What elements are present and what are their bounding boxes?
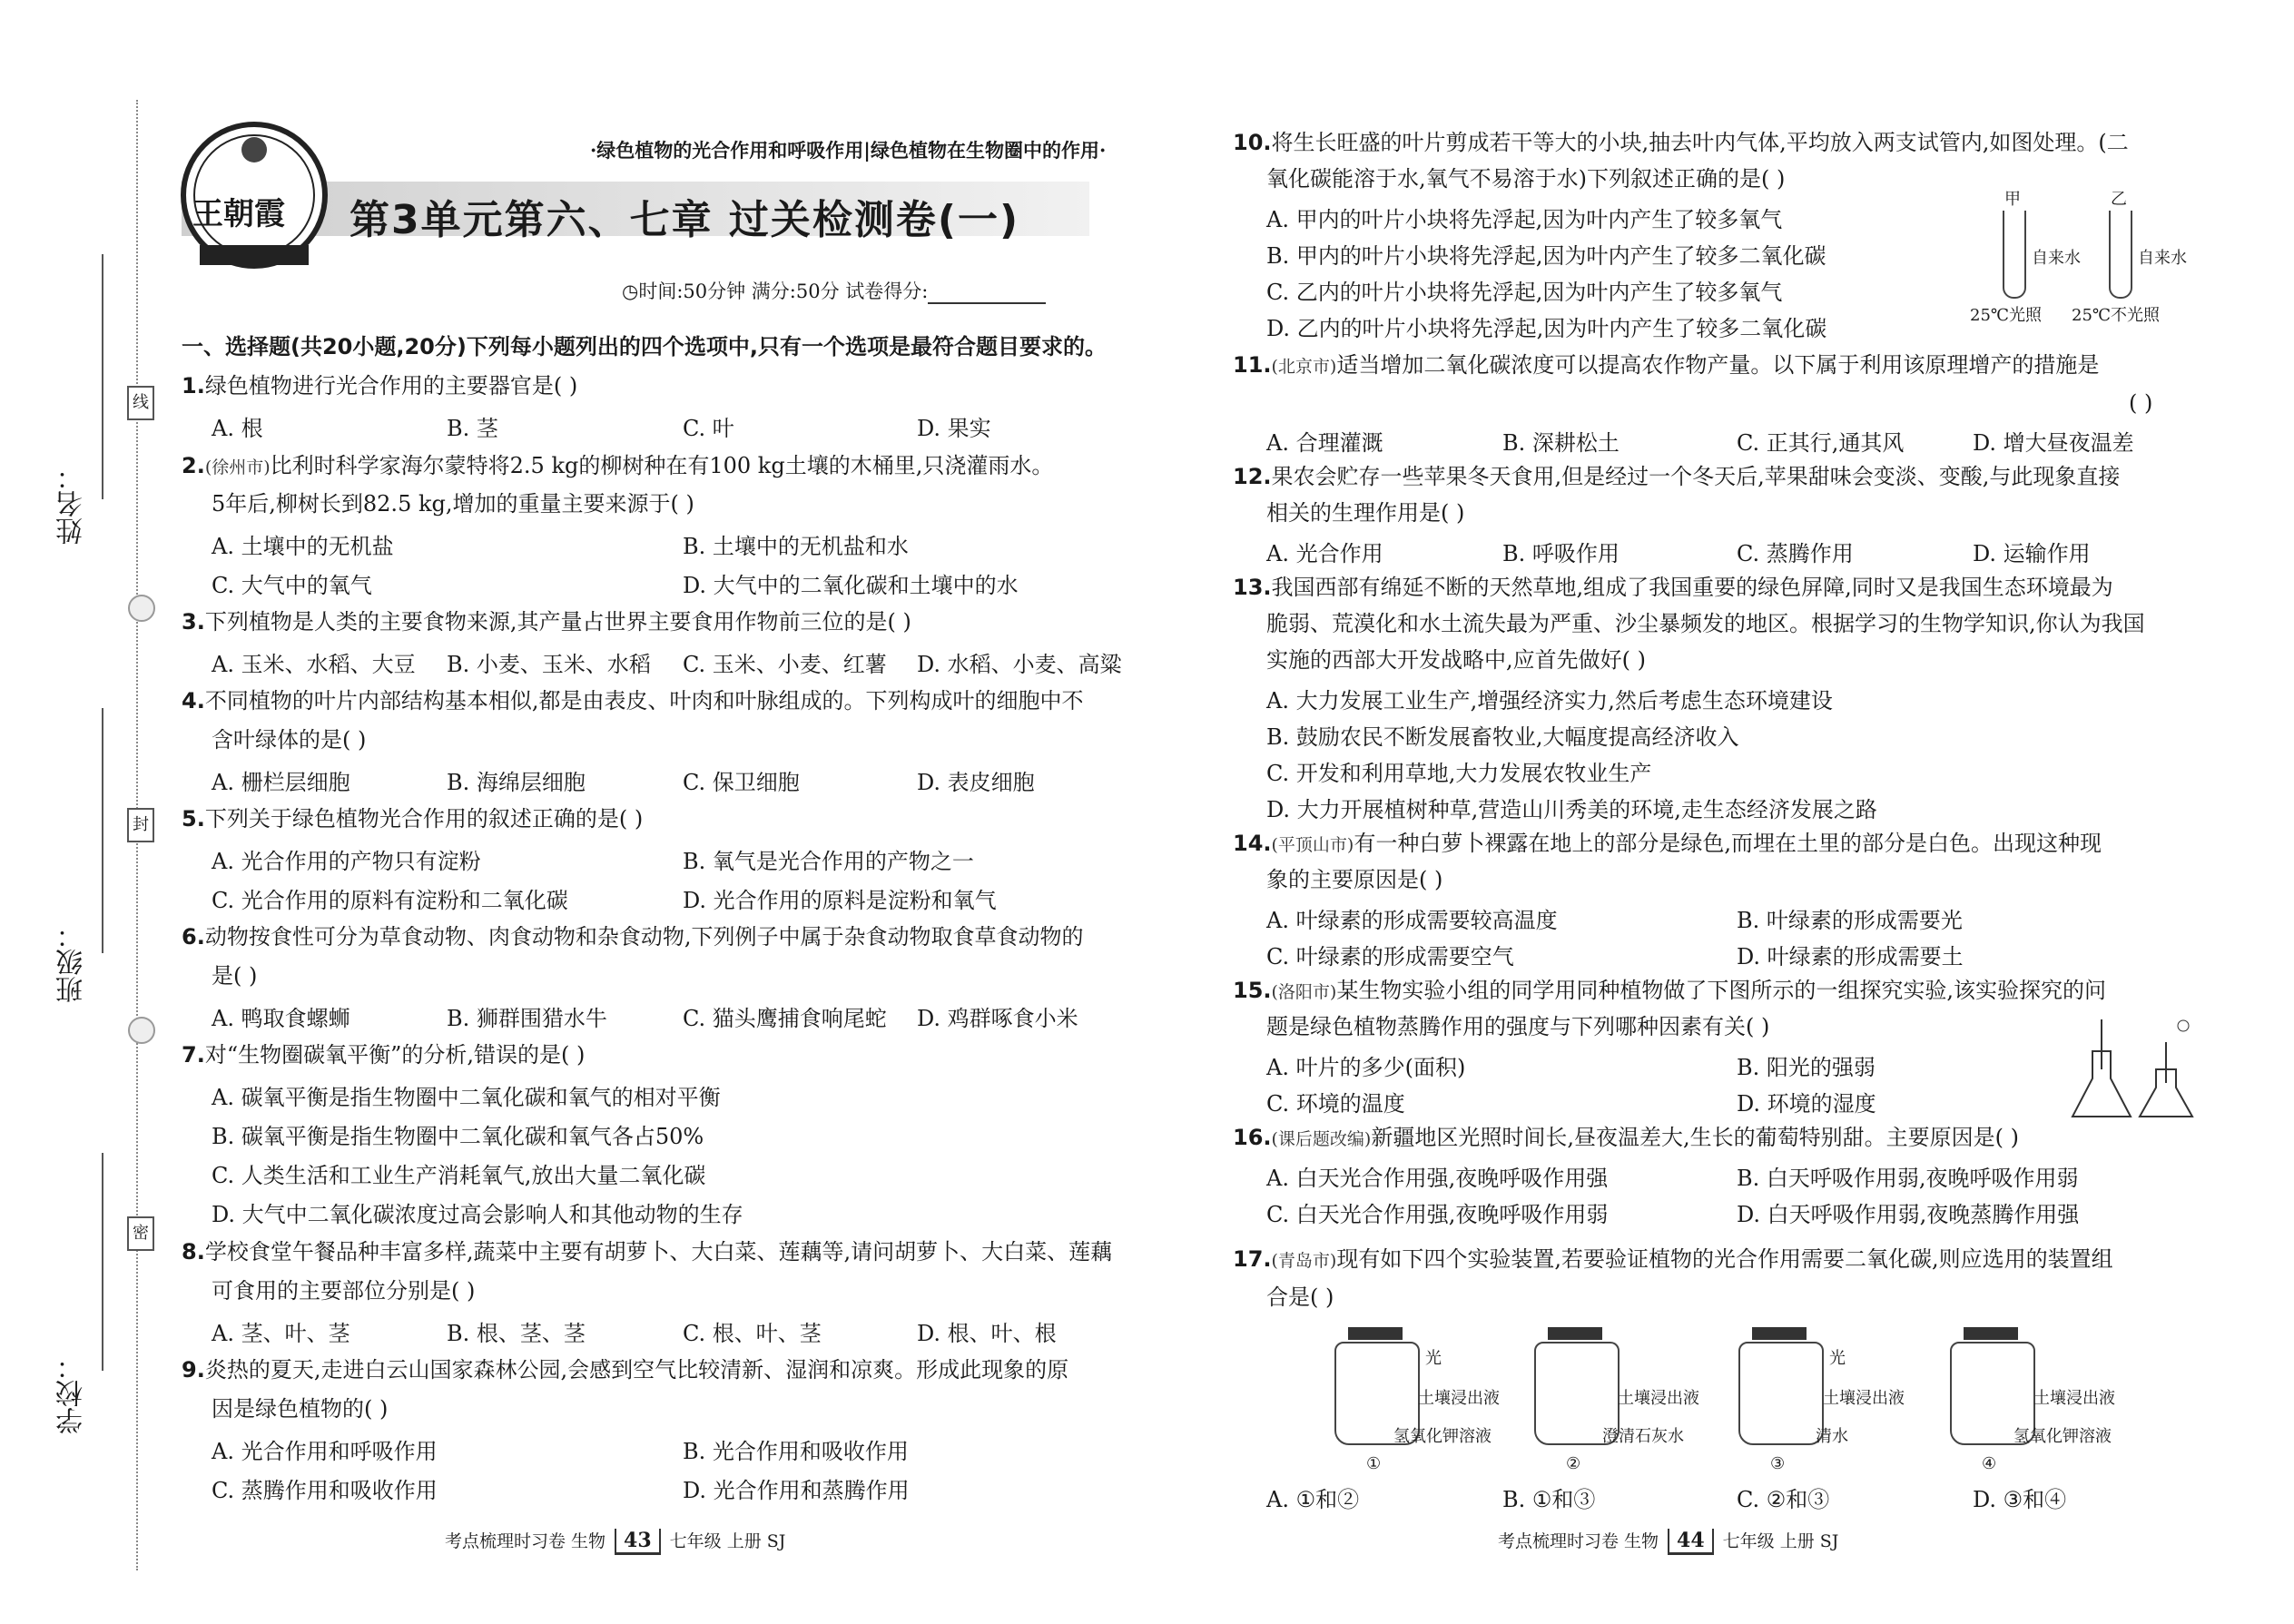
jar-3-liquid: 清水	[1816, 1427, 1848, 1446]
question-14-line2: 象的主要原因是( )	[1266, 867, 1443, 892]
question-13: 13.我国西部有绵延不断的天然草地,组成了我国重要的绿色屏障,同时又是我国生态环境最为	[1233, 575, 2113, 600]
q6-option-b[interactable]: B. 狮群围猎水牛	[447, 1006, 607, 1031]
jar-4-cap	[1964, 1327, 2018, 1340]
figure-flasks-icon	[2065, 1015, 2201, 1122]
page-number-right: 44	[1668, 1529, 1714, 1555]
q2-option-a[interactable]: A. 土壤中的无机盐	[212, 534, 394, 559]
q9-option-b[interactable]: B. 光合作用和吸收作用	[683, 1439, 909, 1464]
question-1: 1.绿色植物进行光合作用的主要器官是( )	[182, 373, 578, 399]
q9-option-d[interactable]: D. 光合作用和蒸腾作用	[683, 1478, 910, 1503]
q2-option-c[interactable]: C. 大气中的氧气	[212, 573, 372, 598]
q3-option-c[interactable]: C. 玉米、小麦、红薯	[683, 652, 887, 677]
jar-2-liquid: 澄清石灰水	[1602, 1427, 1684, 1446]
q15-option-b[interactable]: B. 阳光的强弱	[1737, 1055, 1876, 1080]
binding-ring-icon	[128, 1017, 155, 1044]
tube-a-label: 甲	[2004, 190, 2021, 209]
q7-option-c[interactable]: C. 人类生活和工业生产消耗氧气,放出大量二氧化碳	[212, 1163, 706, 1188]
question-8-line2: 可食用的主要部位分别是( )	[212, 1278, 476, 1304]
page-number-left: 43	[615, 1529, 661, 1555]
q16-option-a[interactable]: A. 白天光合作用强,夜晚呼吸作用强	[1266, 1166, 1609, 1191]
jar-3	[1738, 1342, 1824, 1445]
q13-option-b[interactable]: B. 鼓励农民不断发展畜牧业,大幅度提高经济收入	[1266, 724, 1739, 750]
tube-b	[2109, 211, 2132, 299]
tube-a	[2003, 211, 2026, 299]
q14-option-c[interactable]: C. 叶绿素的形成需要空气	[1266, 944, 1514, 969]
jar-3-light: 光	[1829, 1349, 1846, 1368]
question-12: 12.果农会贮存一些苹果冬天食用,但是经过一个冬天后,苹果甜味会变淡、变酸,与此现象直接	[1233, 464, 2121, 489]
q8-option-a[interactable]: A. 茎、叶、茎	[212, 1321, 350, 1346]
q7-option-a[interactable]: A. 碳氧平衡是指生物圈中二氧化碳和氧气的相对平衡	[212, 1085, 721, 1110]
q4-option-a[interactable]: A. 栅栏层细胞	[212, 770, 350, 795]
q8-option-c[interactable]: C. 根、叶、茎	[683, 1321, 822, 1346]
jar-1-light: 光	[1425, 1349, 1442, 1368]
school-underline	[102, 1153, 103, 1371]
question-3: 3.下列植物是人类的主要食物来源,其产量占世界主要食用作物前三位的是( )	[182, 609, 911, 635]
school-label: 学校：	[56, 1353, 88, 1434]
q2-option-d[interactable]: D. 大气中的二氧化碳和土壤中的水	[683, 573, 1019, 598]
q11-option-a[interactable]: A. 合理灌溉	[1266, 430, 1383, 456]
question-6: 6.动物按食性可分为草食动物、肉食动物和杂食动物,下列例子中属于杂食动物取食草食动物的	[182, 924, 1084, 950]
page-title: 第3单元第六、七章 过关检测卷(一)	[350, 197, 1020, 243]
q14-option-d[interactable]: D. 叶绿素的形成需要土	[1737, 944, 1964, 969]
jar-2-cap	[1548, 1327, 1602, 1340]
seal-char-line: 线	[127, 386, 154, 420]
q16-option-c[interactable]: C. 白天光合作用强,夜晚呼吸作用弱	[1266, 1202, 1609, 1227]
question-14: 14.(平顶山市)有一种白萝卜裸露在地上的部分是绿色,而埋在土里的部分是白色。出现这种现	[1233, 831, 2102, 856]
class-label: 班级：	[56, 921, 88, 1003]
q13-option-d[interactable]: D. 大力开展植树种草,营造山川秀美的环境,走生态经济发展之路	[1266, 797, 1877, 822]
question-15: 15.(洛阳市)某生物实验小组的同学用同种植物做了下图所示的一组探究实验,该实验探究的问	[1233, 978, 2106, 1003]
q12-option-c[interactable]: C. 蒸腾作用	[1737, 541, 1854, 566]
q17-option-c[interactable]: C. ②和③	[1737, 1487, 1830, 1512]
q1-option-c[interactable]: C. 叶	[683, 416, 734, 441]
q9-option-a[interactable]: A. 光合作用和呼吸作用	[212, 1439, 438, 1464]
q10-option-a[interactable]: A. 甲内的叶片小块将先浮起,因为叶内产生了较多氧气	[1266, 207, 1783, 232]
tube-a-water-label: 自来水	[2032, 249, 2081, 268]
question-7: 7.对“生物圈碳氧平衡”的分析,错误的是( )	[182, 1042, 586, 1068]
question-5: 5.下列关于绿色植物光合作用的叙述正确的是( )	[182, 806, 644, 832]
q17-option-b[interactable]: B. ①和③	[1502, 1487, 1596, 1512]
q15-option-d[interactable]: D. 环境的湿度	[1737, 1091, 1876, 1117]
tube-b-water-label: 自来水	[2138, 249, 2187, 268]
logo-text: 王朝霞	[192, 196, 285, 232]
q17-option-a[interactable]: A. ①和②	[1266, 1487, 1360, 1512]
question-16: 16.(课后题改编)新疆地区光照时间长,昼夜温差大,生长的葡萄特别甜。主要原因是( )	[1233, 1125, 2019, 1150]
q12-option-d[interactable]: D. 运输作用	[1973, 541, 2091, 566]
class-underline	[102, 708, 103, 953]
question-12-line2: 相关的生理作用是( )	[1266, 500, 1465, 526]
q12-option-a[interactable]: A. 光合作用	[1266, 541, 1383, 566]
q2-option-b[interactable]: B. 土壤中的无机盐和水	[683, 534, 909, 559]
q5-option-b[interactable]: B. 氧气是光合作用的产物之一	[683, 849, 974, 874]
chapter-subtitle: ·绿色植物的光合作用和呼吸作用|绿色植物在生物圈中的作用·	[590, 139, 1107, 162]
section-heading: 一、选择题(共20小题,20分)下列每小题列出的四个选项中,只有一个选项是最符合题目要求的。	[182, 334, 1107, 359]
question-11: 11.(北京市)适当增加二氧化碳浓度可以提高农作物产量。以下属于利用该原理增产的措施是	[1233, 352, 2100, 378]
question-4: 4.不同植物的叶片内部结构基本相似,都是由表皮、叶肉和叶脉组成的。下列构成叶的细胞中不	[182, 688, 1084, 714]
score-blank[interactable]	[928, 282, 1046, 304]
q5-option-a[interactable]: A. 光合作用的产物只有淀粉	[212, 849, 481, 874]
question-9: 9.炎热的夏天,走进白云山国家森林公园,会感到空气比较清新、湿润和凉爽。形成此现象的原	[182, 1357, 1069, 1383]
question-13-line2: 脆弱、荒漠化和水土流失最为严重、沙尘暴频发的地区。根据学习的生物学知识,你认为我国	[1266, 611, 2145, 636]
q11-option-c[interactable]: C. 正其行,通其风	[1737, 430, 1905, 456]
question-2-line2: 5年后,柳树长到82.5 kg,增加的重量主要来源于( )	[212, 491, 694, 517]
jar-3-number: ③	[1770, 1454, 1786, 1473]
q15-option-a[interactable]: A. 叶片的多少(面积)	[1266, 1055, 1466, 1080]
footer-left: 考点梳理时习卷 生物 43 七年级 上册 SJ	[445, 1528, 785, 1555]
jar-2-soil: 土壤浸出液	[1618, 1389, 1699, 1408]
q4-option-d[interactable]: D. 表皮细胞	[917, 770, 1035, 795]
binding-ring-icon	[128, 595, 155, 622]
q10-option-b[interactable]: B. 甲内的叶片小块将先浮起,因为叶内产生了较多二氧化碳	[1266, 243, 1826, 269]
q1-option-a[interactable]: A. 根	[212, 416, 263, 441]
name-underline	[102, 254, 103, 499]
jar-1-number: ①	[1366, 1454, 1382, 1473]
q6-option-d[interactable]: D. 鸡群啄食小米	[917, 1006, 1078, 1031]
q6-option-c[interactable]: C. 猫头鹰捕食响尾蛇	[683, 1006, 887, 1031]
q12-option-b[interactable]: B. 呼吸作用	[1502, 541, 1620, 566]
q8-option-d[interactable]: D. 根、叶、根	[917, 1321, 1057, 1346]
q14-option-a[interactable]: A. 叶绿素的形成需要较高温度	[1266, 908, 1558, 933]
q10-option-c[interactable]: C. 乙内的叶片小块将先浮起,因为叶内产生了较多氧气	[1266, 280, 1783, 305]
q14-option-b[interactable]: B. 叶绿素的形成需要光	[1737, 908, 1963, 933]
question-8: 8.学校食堂午餐品种丰富多样,蔬菜中主要有胡萝卜、大白菜、莲藕等,请问胡萝卜、大白菜、莲藕	[182, 1239, 1113, 1265]
q16-option-d[interactable]: D. 白天呼吸作用弱,夜晚蒸腾作用强	[1737, 1202, 2080, 1227]
jar-1-cap	[1348, 1327, 1403, 1340]
tube-a-condition: 25℃光照	[1970, 306, 2043, 325]
q11-option-d[interactable]: D. 增大昼夜温差	[1973, 430, 2134, 456]
jar-4-number: ④	[1982, 1454, 1997, 1473]
q4-option-b[interactable]: B. 海绵层细胞	[447, 770, 586, 795]
question-9-line2: 因是绿色植物的( )	[212, 1396, 389, 1422]
q7-option-d[interactable]: D. 大气中二氧化碳浓度过高会影响人和其他动物的生存	[212, 1202, 743, 1227]
tube-b-condition: 25℃不光照	[2072, 306, 2161, 325]
question-11-paren: ( )	[2129, 390, 2153, 416]
jar-1-soil: 土壤浸出液	[1418, 1389, 1500, 1408]
q6-option-a[interactable]: A. 鸭取食螺蛳	[212, 1006, 350, 1031]
question-13-line3: 实施的西部大开发战略中,应首先做好( )	[1266, 647, 1646, 673]
q7-option-b[interactable]: B. 碳氧平衡是指生物圈中二氧化碳和氧气各占50%	[212, 1124, 704, 1149]
jar-1-liquid: 氢氧化钾溶液	[1393, 1427, 1492, 1446]
q10-option-d[interactable]: D. 乙内的叶片小块将先浮起,因为叶内产生了较多二氧化碳	[1266, 316, 1827, 341]
q17-option-d[interactable]: D. ③和④	[1973, 1487, 2067, 1512]
q3-option-d[interactable]: D. 水稻、小麦、高粱	[917, 652, 1122, 677]
question-17-line2: 合是( )	[1266, 1284, 1334, 1310]
jar-3-soil: 土壤浸出液	[1823, 1389, 1905, 1408]
footer-right: 考点梳理时习卷 生物 44 七年级 上册 SJ	[1498, 1528, 1838, 1555]
q3-option-a[interactable]: A. 玉米、水稻、大豆	[212, 652, 416, 677]
seal-char-close: 密	[127, 1216, 154, 1251]
q8-option-b[interactable]: B. 根、茎、茎	[447, 1321, 586, 1346]
question-10-line2: 氧化碳能溶于水,氧气不易溶于水)下列叙述正确的是( )	[1266, 166, 1786, 192]
q11-option-b[interactable]: B. 深耕松土	[1502, 430, 1620, 456]
seal-char-seal: 封	[127, 808, 154, 842]
q5-option-d[interactable]: D. 光合作用的原料是淀粉和氧气	[683, 888, 997, 913]
q13-option-c[interactable]: C. 开发和利用草地,大力发展农牧业生产	[1266, 761, 1652, 786]
q15-option-c[interactable]: C. 环境的温度	[1266, 1091, 1405, 1117]
q16-option-b[interactable]: B. 白天呼吸作用弱,夜晚呼吸作用弱	[1737, 1166, 2079, 1191]
tube-b-label: 乙	[2111, 190, 2127, 209]
question-6-line2: 是( )	[212, 963, 258, 989]
jar-3-cap	[1752, 1327, 1807, 1340]
q4-option-c[interactable]: C. 保卫细胞	[683, 770, 800, 795]
time-score-line	[622, 277, 1046, 304]
q13-option-a[interactable]: A. 大力发展工业生产,增强经济实力,然后考虑生态环境建设	[1266, 688, 1833, 714]
jar-4-soil: 土壤浸出液	[2033, 1389, 2115, 1408]
q5-option-c[interactable]: C. 光合作用的原料有淀粉和二氧化碳	[212, 888, 568, 913]
name-label: 姓名：	[56, 463, 88, 545]
q1-option-d[interactable]: D. 果实	[917, 416, 991, 441]
jar-2-number: ②	[1566, 1454, 1581, 1473]
question-10: 10.将生长旺盛的叶片剪成若干等大的小块,抽去叶内气体,平均放入两支试管内,如图处理。(二	[1233, 130, 2129, 155]
time-label: ◷时间:50分钟 满分:50分 试卷得分:	[622, 281, 929, 302]
question-2: 2.(徐州市)比利时科学家海尔蒙特将2.5 kg的柳树种在有100 kg土壤的木桶里,只浇灌雨水。	[182, 453, 1054, 478]
question-15-line2: 题是绿色植物蒸腾作用的强度与下列哪种因素有关( )	[1266, 1014, 1770, 1039]
q3-option-b[interactable]: B. 小麦、玉米、水稻	[447, 652, 651, 677]
question-4-line2: 含叶绿体的是( )	[212, 727, 367, 753]
question-17: 17.(青岛市)现有如下四个实验装置,若要验证植物的光合作用需要二氧化碳,则应选用的装置组	[1233, 1246, 2113, 1272]
q9-option-c[interactable]: C. 蒸腾作用和吸收作用	[212, 1478, 438, 1503]
jar-4-liquid: 氢氧化钾溶液	[2013, 1427, 2112, 1446]
q1-option-b[interactable]: B. 茎	[447, 416, 498, 441]
